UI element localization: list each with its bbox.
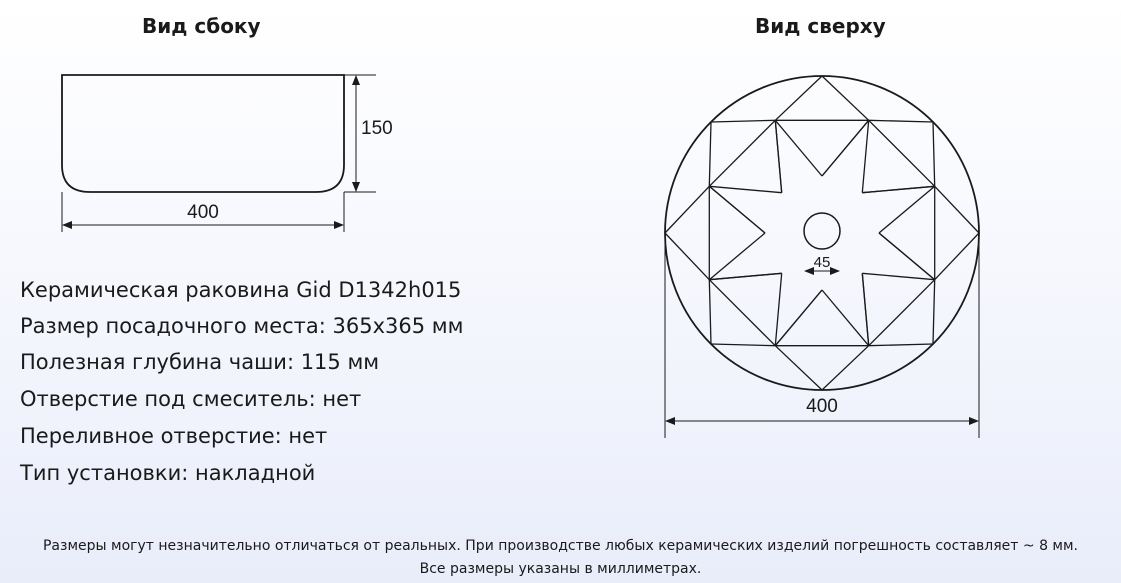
facet-inner-line	[709, 273, 781, 279]
facet-inner-line	[879, 233, 935, 280]
facet-octagon-edge	[869, 120, 935, 186]
spec-model: Керамическая раковина Gid D1342h015	[20, 278, 462, 302]
facet-rim-line	[711, 120, 775, 122]
spec-installation: Тип установки: накладной	[20, 461, 316, 485]
spec-seat-size: Размер посадочного места: 365х365 мм	[20, 314, 464, 338]
basin-rim-circle	[665, 76, 979, 390]
spec-overflow: Переливное отверстие: нет	[20, 424, 328, 448]
facet-rim-line	[933, 122, 935, 186]
facet-rim-line	[869, 344, 933, 346]
facet-rim-line	[709, 122, 711, 186]
facet-rim-line	[935, 233, 979, 280]
drain-size-label: 45	[813, 254, 831, 271]
facet-octagon-edge	[709, 120, 775, 186]
spec-depth: Полезная глубина чаши: 115 мм	[20, 350, 380, 374]
footer-note: Размеры могут незначительно отличаться от реальных. При производстве любых керамических изделий погрешность составляет ~ 8 мм.	[42, 538, 1079, 554]
side-view-title: Вид сбоку	[142, 14, 261, 38]
facet-inner-line	[775, 290, 822, 346]
facet-rim-line	[665, 186, 709, 233]
top-width-label: 400	[806, 396, 838, 417]
facet-rim-line	[709, 280, 711, 344]
facet-inner-line	[862, 273, 868, 345]
drain-hole	[804, 213, 840, 249]
spec-faucet-hole: Отверстие под смеситель: нет	[20, 387, 362, 411]
facet-rim-line	[935, 186, 979, 233]
facet-rim-line	[775, 76, 822, 120]
facet-inner-line	[862, 186, 934, 192]
facet-octagon-edge	[709, 280, 775, 346]
facet-inner-line	[709, 186, 765, 233]
facet-star-line	[775, 120, 822, 176]
facet-rim-line	[869, 120, 933, 122]
basin-side-profile	[62, 75, 344, 192]
facet-rim-line	[775, 346, 822, 390]
side-height-label: 150	[361, 118, 393, 139]
facet-rim-line	[665, 233, 709, 280]
side-view	[62, 75, 376, 232]
facet-rim-line	[822, 76, 869, 120]
footer-units-note: Все размеры указаны в миллиметрах.	[419, 561, 702, 577]
facet-octagon-edge	[869, 280, 935, 346]
top-view-title: Вид сверху	[755, 14, 886, 38]
facet-star-line	[822, 290, 869, 346]
side-width-label: 400	[187, 202, 219, 223]
facet-inner-line	[822, 120, 869, 176]
facet-star-line	[709, 186, 781, 192]
facet-star-line	[862, 120, 868, 192]
facet-star-line	[879, 186, 935, 233]
facet-rim-line	[933, 280, 935, 344]
facet-rim-line	[711, 344, 775, 346]
facet-star-line	[775, 273, 781, 345]
basin-faceting	[665, 76, 979, 390]
facet-star-line	[775, 120, 781, 192]
facet-rim-line	[822, 346, 869, 390]
facet-star-line	[709, 233, 765, 280]
facet-star-line	[862, 273, 934, 279]
